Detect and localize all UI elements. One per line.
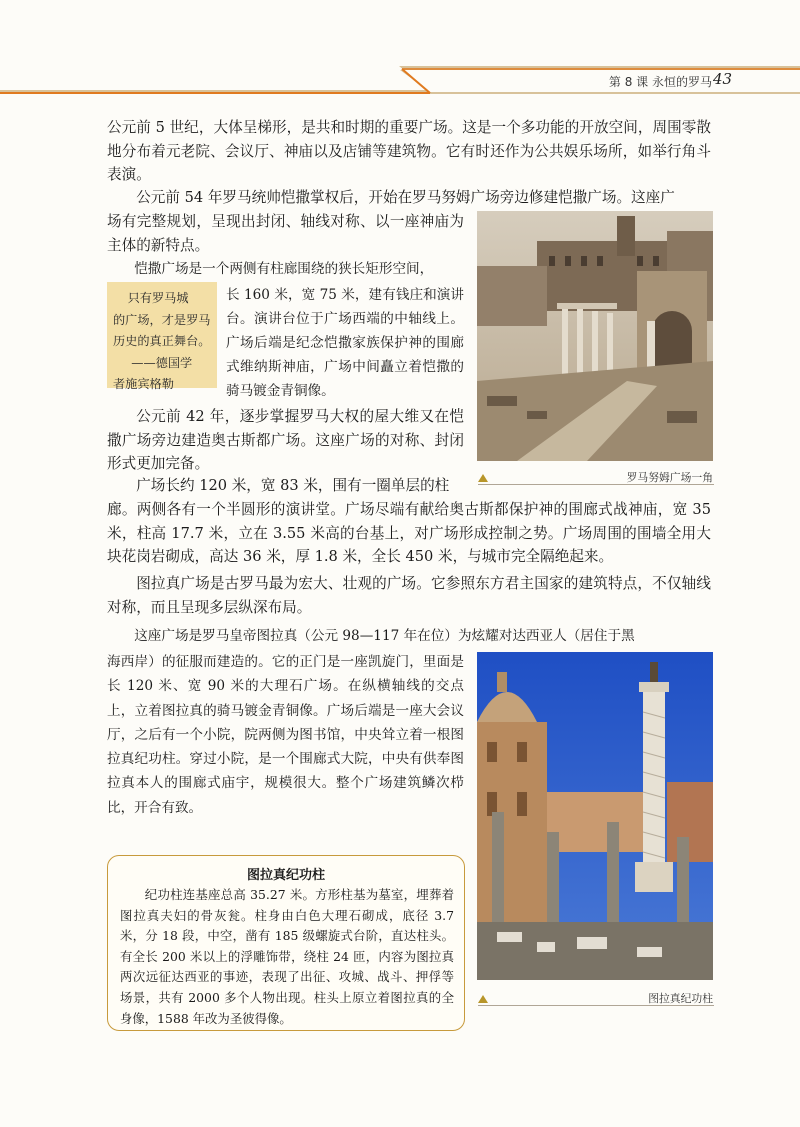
paragraph-6: 图拉真广场是古罗马最为宏大、壮观的广场。它参照东方君主国家的建筑特点，不仅轴线对称，而且呈现多层纵深布局。 [107, 575, 711, 616]
paragraph-2-line-1: 公元前 54 年罗马统帅恺撒掌权后，开始在罗马努姆广场旁边修建恺撒广场。这座广 [136, 189, 675, 206]
quote-line: 的广场，才是罗马 [113, 312, 211, 327]
caption-marker-icon [478, 995, 488, 1003]
forum-caption: 罗马努姆广场一角 [626, 471, 713, 484]
paragraph-1: 公元前 5 世纪，大体呈梯形，是共和时期的重要广场。这是一个多功能的开放空间，周围零散地分布着元老院、会议厅、神庙以及店铺等建筑物。它有时还作为公共娱乐场所，如举行角斗表演。 [107, 119, 711, 184]
quote-line: 者施宾格勒 [113, 377, 174, 391]
info-box-trajan-column [107, 855, 465, 1031]
paragraph-2-rest: 场有完整规划，呈现出封闭、轴线对称、以一座神庙为主体的新特点。 [107, 213, 464, 254]
sidebar-quote [107, 282, 217, 391]
page-number: 43 [713, 70, 733, 88]
paragraph-3-line-1: 恺撒广场是一个两侧有柱廊围绕的狭长矩形空间， [134, 261, 434, 277]
quote-line: 只有罗马城 [127, 291, 189, 305]
lesson-header: 第 8 课 永恒的罗马 [608, 75, 712, 89]
info-box-title: 图拉真纪功柱 [246, 868, 325, 883]
paragraph-5-line-1: 广场长约 120 米，宽 83 米，围有一圈单层的柱 [136, 477, 450, 494]
paragraph-5-rest: 廊。两侧各有一个半圆形的演讲堂。广场尽端有献给奥古斯都保护神的围廊式战神庙，宽 35 米，柱高 17.7 米，立在 3.55 米高的台基上，对广场形成控制之势。广场周围的围墙全用大块花岗岩砌成，高达 36 米，厚 1.8 米，全长 450 米，与城市完全隔绝起来。 [107, 501, 711, 566]
info-box-body: 纪功柱连基座总高 35.27 米。方形柱基为墓室，埋葬着图拉真夫妇的骨灰瓮。柱身由白色大理石砌成，底径 3.7 米，分 18 段，中空，凿有 185 级螺旋式台阶，直达柱头。有全长 200 米以上的浮雕饰带，绕柱 24 匝，内容为图拉真两次远征达西亚的事迹，表现了出征、攻城、战斗、押俘等场景，共有 2000 多个人物出现。柱头上原立着图拉真的全身像，1588 年改为圣彼得像。 [120, 887, 454, 1026]
quote-line: 历史的真正舞台。 [113, 334, 211, 348]
column-caption: 图拉真纪功柱 [648, 992, 713, 1005]
paragraph-4: 公元前 42 年，逐步掌握罗马大权的屋大维又在恺撒广场旁边建造奥古斯都广场。这座广场的对称、封闭形式更加完备。 [107, 408, 464, 473]
quote-line: ——德国学 [131, 355, 193, 370]
paragraph-3-rest: 长 160 米，宽 75 米，建有钱庄和演讲台。演讲台位于广场西端的中轴线上。广场后端是纪念恺撒家族保护神的围廊式维纳斯神庙，广场中间矗立着恺撒的骑马镀金青铜像。 [226, 287, 464, 399]
paragraph-7-line-1: 这座广场是罗马皇帝图拉真（公元 98—117 年在位）为炫耀对达西亚人（居住于黑 [134, 628, 635, 644]
paragraph-7-rest: 海西岸）的征服而建造的。它的正门是一座凯旋门，里面是长 120 米、宽 90 米的大理石广场。在纵横轴线的交点上，立着图拉真的骑马镀金青铜像。广场后端是一座大会议厅，之后有一个小院，院两侧为图书馆，中央耸立着一根图拉真纪功柱。穿过小院，是一个围廊式大院，中央有供奉图拉真本人的围廊式庙宇，规模很大。整个广场建筑鳞次栉比，开合有致。 [107, 654, 464, 816]
caption-marker-icon [478, 474, 488, 482]
forum-photo [477, 211, 713, 461]
trajan-column-photo [477, 652, 713, 980]
